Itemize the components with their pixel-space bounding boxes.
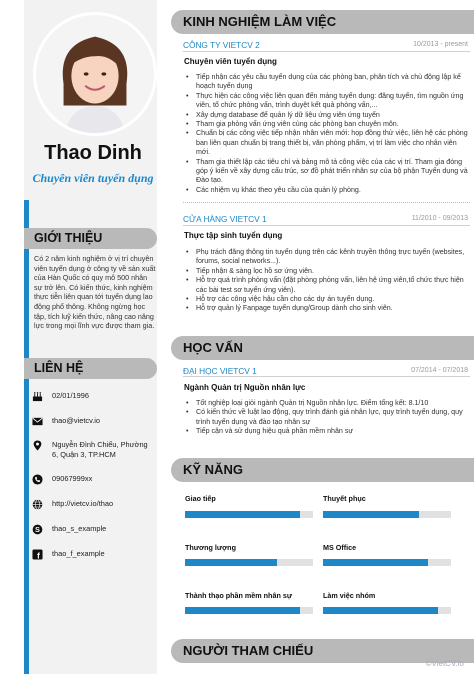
experience-heading-label: KINH NGHIỆM LÀM VIỆC (183, 14, 337, 29)
references-heading-label: NGƯỜI THAM CHIẾU (183, 643, 314, 658)
phone-value[interactable]: 09067999xx (52, 474, 93, 483)
job-1-company: CÔNG TY VIETCV 2 (183, 40, 260, 50)
skill-bar-fill (185, 607, 300, 614)
list-item: • Hỗ trợ các công việc hậu cần cho các dự án tuyển dụng. (186, 295, 468, 304)
school-major: Ngành Quản trị Nguồn nhân lực (184, 383, 306, 392)
job-2-role: Thực tập sinh tuyển dụng (184, 231, 283, 240)
skill-bar (323, 607, 451, 614)
list-item: • Tiếp nhận & sàng lọc hồ sơ ứng viên. (186, 267, 468, 276)
list-item: • Tốt nghiệp loại giỏi ngành Quản trị Nguồn nhân lực. Điểm tổng kết: 8.1/10 (186, 399, 468, 408)
job-2-date: 11/2010 - 09/2013 (411, 215, 468, 222)
about-heading-label: GIỚI THIỆU (34, 231, 103, 245)
website-value[interactable]: http://vietcv.io/thao (52, 499, 114, 508)
profile-name: Thao Dinh (44, 142, 142, 164)
contact-skype[interactable] (32, 524, 156, 535)
list-item: • Tiếp cận và sử dụng hiệu quả phần mềm nhân sự (186, 427, 468, 436)
divider (183, 202, 470, 203)
birthday-value: 02/01/1996 (52, 391, 89, 400)
skill-label: Thương lượng (185, 543, 236, 552)
divider (183, 376, 470, 377)
list-item: • Tham gia phỏng vấn ứng viên cùng các phòng ban chuyên môn. (186, 120, 468, 129)
list-item: • Chuẩn bị các công việc tiếp nhận nhân viên mới: họp đồng thử việc, liên hệ các phòng ban liên quan chuẩn bị trang thiết bị, văn phòng phẩm, vị trí làm việc cho nhân viên mới. (186, 129, 468, 157)
list-item: • Phụ trách đăng thông tin tuyển dụng trên các kênh truyền thông trực tuyến (websites, forums, social networks...). (186, 248, 468, 267)
skills-heading (171, 458, 474, 482)
job-1-date: 10/2013 - present (413, 41, 468, 48)
contact-heading-label: LIÊN HỆ (34, 361, 84, 375)
job-2-company: CỬA HÀNG VIETCV 1 (183, 214, 267, 224)
skill-label: MS Office (323, 543, 357, 552)
list-item: • Thực hiện các công việc liên quan đến mảng tuyển dụng: đăng tuyển, tìm nguồn ứng viên, tổ chức phỏng vấn, trình duyệt kết quả phỏng vấn,... (186, 92, 468, 111)
skill-bar-fill (323, 511, 419, 518)
address-value: Nguyễn Đình Chiểu, Phường 6, Quận 3, TP.HCM (52, 440, 148, 459)
job-2-duties (186, 248, 468, 314)
email-icon (32, 416, 43, 427)
skill-label: Làm việc nhóm (323, 591, 376, 600)
list-item: • Có kiến thức về luật lao động, quy trình đánh giá nhân lực, quy trình tuyển dụng, quy trình tuyển dụng và đào tạo nhân sự (186, 408, 468, 427)
skill-bar (323, 559, 451, 566)
skill-bar (185, 511, 313, 518)
skill-label: Thành thạo phần mềm nhân sự (185, 591, 293, 600)
skill-bar-fill (323, 559, 428, 566)
about-heading (24, 228, 157, 249)
skill-bar-fill (185, 511, 300, 518)
list-item: • Xây dựng database để quản lý dữ liệu ứng viên ứng tuyển (186, 111, 468, 120)
portrait-photo (36, 15, 154, 133)
contact-address (32, 440, 156, 460)
school-name: ĐẠI HỌC VIETCV 1 (183, 366, 257, 376)
contact-birthday (32, 391, 156, 402)
skill-label: Giao tiếp (185, 494, 216, 503)
skype-value[interactable]: thao_s_example (52, 524, 107, 533)
list-item: • Các nhiệm vụ khác theo yêu cầu của quản lý phòng. (186, 186, 468, 195)
education-heading (171, 336, 474, 360)
list-item: • Tiếp nhận các yêu cầu tuyển dụng của các phòng ban, phân tích và chủ động lập kế hoạch tuyển dụng (186, 73, 468, 92)
skill-bar-fill (323, 607, 438, 614)
facebook-value[interactable]: thao_f_example (52, 549, 105, 558)
job-1-duties (186, 73, 468, 195)
skill-bar (323, 511, 451, 518)
list-item: • Hỗ trợ quá trình phỏng vấn (đặt phòng phỏng vấn, liên hệ ứng viên,tổ chức thực hiện các bài test sơ tuyển ứng viên). (186, 276, 468, 295)
profile-title: Chuyên viên tuyển dụng (32, 171, 154, 185)
contact-heading (24, 358, 157, 379)
contact-phone[interactable] (32, 474, 156, 485)
globe-icon (32, 499, 43, 510)
skype-icon (32, 524, 43, 535)
phone-icon (32, 474, 43, 485)
avatar (33, 12, 157, 136)
job-1-role: Chuyên viên tuyển dụng (184, 57, 277, 66)
about-text: Có 2 năm kinh nghiệm ở vị trí chuyên viên tuyển dụng ở công ty về sản xuất của Hàn Quốc có quy mô 500 nhân sự trở lên. Có kiến thức, kinh nghiệm thực tiễn liên quan tới tuyển dụng lao động phổ thông. Không ngừng học tập, tích luỹ kiến thức, nâng cao năng lực trong mọi lĩnh vực được tham gia. (34, 254, 156, 331)
skills-heading-label: KỸ NĂNG (183, 462, 243, 477)
accent-bar-mask (24, 0, 29, 200)
education-heading-label: HỌC VẤN (183, 340, 243, 355)
contact-email[interactable] (32, 416, 156, 427)
watermark: ©VietCV.io (425, 659, 464, 668)
svg-text:S: S (35, 524, 40, 534)
school-date: 07/2014 - 07/2018 (411, 367, 468, 374)
divider (183, 51, 470, 52)
contact-facebook[interactable] (32, 549, 156, 560)
divider (183, 225, 470, 226)
skill-bar (185, 559, 313, 566)
cake-icon (32, 391, 43, 402)
skill-bar (185, 607, 313, 614)
list-item: • Tham gia thiết lập các tiêu chí và bảng mô tả công việc của các vị trí. Tham gia đóng góp ý kiến về xây dựng cấu trúc, sơ đồ phát triển nhân sự của bộ phận Tuyển dụng và Đào tạo. (186, 158, 468, 186)
facebook-icon (32, 549, 43, 560)
svg-text:f: f (36, 550, 40, 560)
list-item: • Hỗ trợ quản lý Fanpage tuyển dụng/Group dành cho sinh viên. (186, 304, 468, 313)
education-notes (186, 399, 468, 437)
skill-bar-fill (185, 559, 277, 566)
location-icon (32, 440, 43, 451)
contact-website[interactable] (32, 499, 156, 510)
skill-label: Thuyết phục (323, 494, 366, 503)
experience-heading (171, 10, 474, 34)
email-value[interactable]: thao@vietcv.io (52, 416, 101, 425)
